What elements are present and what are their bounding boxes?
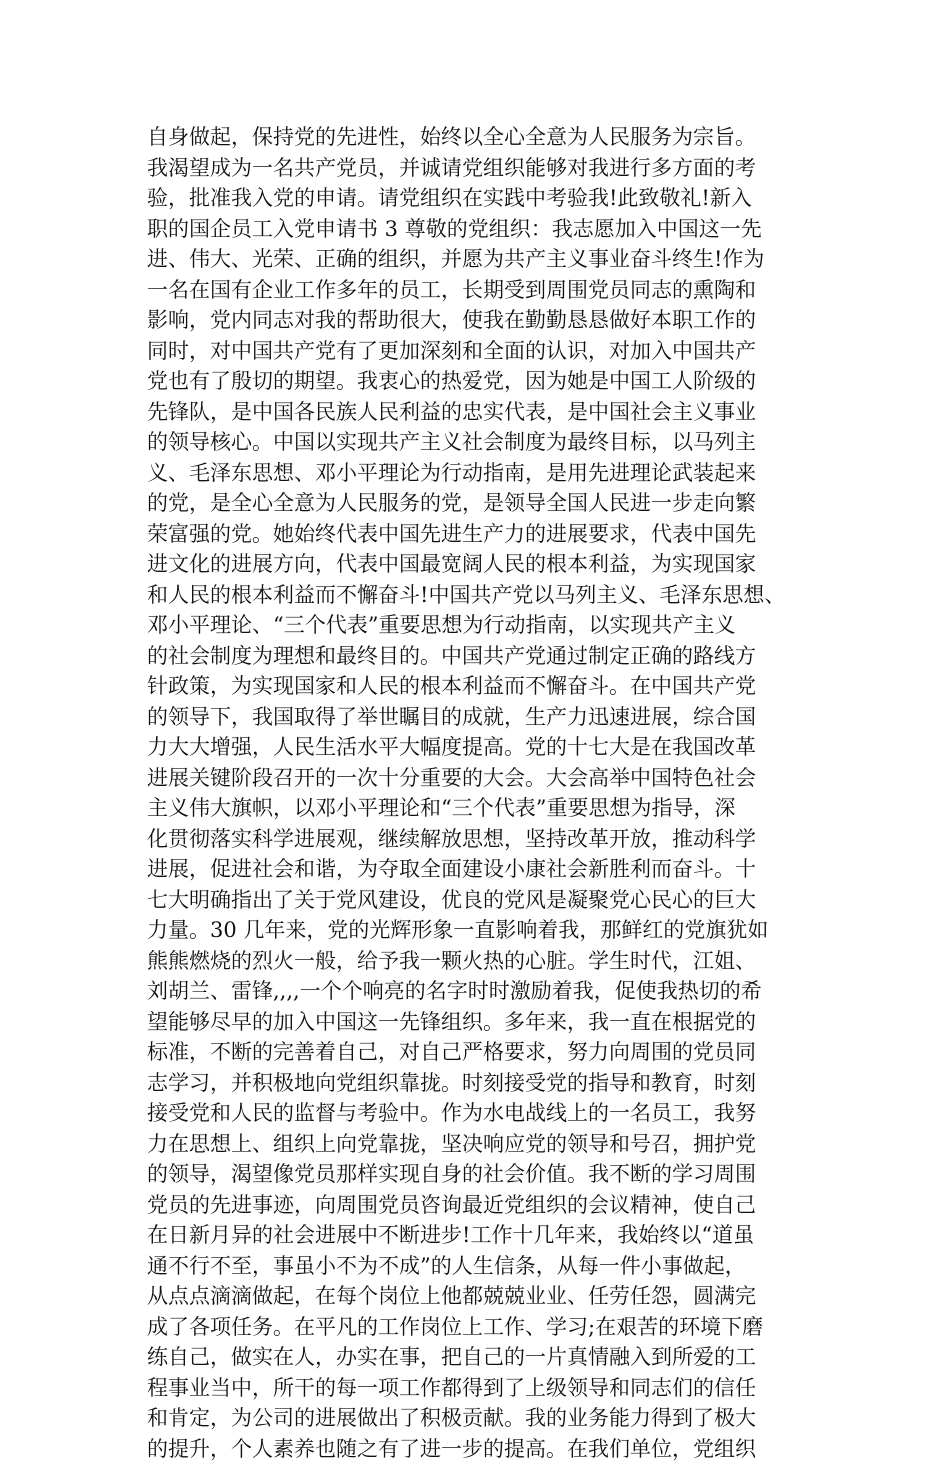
text-line: 职的国企员工入党申请书 3 尊敬的党组织：我志愿加入中国这一先 (147, 214, 827, 245)
text-line: 同时，对中国共产党有了更加深刻和全面的认识，对加入中国共产 (147, 336, 827, 367)
text-line: 进展关键阶段召开的一次十分重要的大会。大会高举中国特色社会 (147, 763, 827, 794)
text-line: 主义伟大旗帜，以邓小平理论和“三个代表”重要思想为指导，深 (147, 793, 827, 824)
text-line: 荣富强的党。她始终代表中国先进生产力的进展要求，代表中国先 (147, 519, 827, 550)
text-line: 从点点滴滴做起，在每个岗位上他都兢兢业业、任劳任怨，圆满完 (147, 1281, 827, 1312)
text-line: 一名在国有企业工作多年的员工，长期受到周围党员同志的熏陶和 (147, 275, 827, 306)
text-line: 程事业当中，所干的每一项工作都得到了上级领导和同志们的信任 (147, 1373, 827, 1404)
text-line: 进、伟大、光荣、正确的组织，并愿为共产主义事业奋斗终生!作为 (147, 244, 827, 275)
text-line: 和肯定，为公司的进展做出了积极贡献。我的业务能力得到了极大 (147, 1403, 827, 1434)
text-line: 自身做起，保持党的先进性，始终以全心全意为人民服务为宗旨。 (147, 122, 827, 153)
body-text (147, 122, 827, 1464)
text-line: 针政策，为实现国家和人民的根本利益而不懈奋斗。在中国共产党 (147, 671, 827, 702)
text-line: 成了各项任务。在平凡的工作岗位上工作、学习;在艰苦的环境下磨 (147, 1312, 827, 1343)
text-line: 力大大增强，人民生活水平大幅度提高。党的十七大是在我国改革 (147, 732, 827, 763)
text-line: 义、毛泽东思想、邓小平理论为行动指南，是用先进理论武装起来 (147, 458, 827, 489)
text-line: 和人民的根本利益而不懈奋斗!中国共产党以马列主义、毛泽东思想、 (147, 580, 827, 611)
text-line: 的提升，个人素养也随之有了进一步的提高。在我们单位，党组织 (147, 1434, 827, 1464)
text-line: 七大明确指出了关于党风建设，优良的党风是凝聚党心民心的巨大 (147, 885, 827, 916)
text-line: 志学习，并积极地向党组织靠拢。时刻接受党的指导和教育，时刻 (147, 1068, 827, 1099)
text-line: 标准，不断的完善着自己，对自己严格要求，努力向周围的党员同 (147, 1037, 827, 1068)
text-line: 望能够尽早的加入中国这一先锋组织。多年来，我一直在根据党的 (147, 1007, 827, 1038)
text-line: 邓小平理论、“三个代表”重要思想为行动指南，以实现共产主义 (147, 610, 827, 641)
text-line: 力在思想上、组织上向党靠拢，坚决响应党的领导和号召，拥护党 (147, 1129, 827, 1160)
text-line: 接受党和人民的监督与考验中。作为水电战线上的一名员工，我努 (147, 1098, 827, 1129)
text-line: 验，批准我入党的申请。请党组织在实践中考验我!此致敬礼!新入 (147, 183, 827, 214)
text-line: 党员的先进事迹，向周围党员咨询最近党组织的会议精神，使自己 (147, 1190, 827, 1221)
text-line: 先锋队，是中国各民族人民利益的忠实代表，是中国社会主义事业 (147, 397, 827, 428)
text-line: 的领导核心。中国以实现共产主义社会制度为最终目标，以马列主 (147, 427, 827, 458)
text-line: 通不行不至，事虽小不为不成”的人生信条，从每一件小事做起， (147, 1251, 827, 1282)
text-line: 化贯彻落实科学进展观，继续解放思想，坚持改革开放，推动科学 (147, 824, 827, 855)
text-line: 我渴望成为一名共产党员，并诚请党组织能够对我进行多方面的考 (147, 153, 827, 184)
text-line: 的领导下，我国取得了举世瞩目的成就，生产力迅速进展，综合国 (147, 702, 827, 733)
text-line: 影响，党内同志对我的帮助很大，使我在勤勤恳恳做好本职工作的 (147, 305, 827, 336)
text-line: 练自己，做实在人，办实在事，把自己的一片真情融入到所爱的工 (147, 1342, 827, 1373)
text-line: 的社会制度为理想和最终目的。中国共产党通过制定正确的路线方 (147, 641, 827, 672)
text-line: 熊熊燃烧的烈火一般，给予我一颗火热的心脏。学生时代，江姐、 (147, 946, 827, 977)
text-line: 力量。30 几年来，党的光辉形象一直影响着我，那鲜红的党旗犹如 (147, 915, 827, 946)
text-line: 进展，促进社会和谐，为夺取全面建设小康社会新胜利而奋斗。十 (147, 854, 827, 885)
text-line: 刘胡兰、雷锋,,,,一个个响亮的名字时时激励着我，促使我热切的希 (147, 976, 827, 1007)
text-line: 党也有了殷切的期望。我衷心的热爱党，因为她是中国工人阶级的 (147, 366, 827, 397)
text-line: 的党，是全心全意为人民服务的党，是领导全国人民进一步走向繁 (147, 488, 827, 519)
text-line: 进文化的进展方向，代表中国最宽阔人民的根本利益，为实现国家 (147, 549, 827, 580)
text-line: 在日新月异的社会进展中不断进步!工作十几年来，我始终以“道虽 (147, 1220, 827, 1251)
text-line: 的领导，渴望像党员那样实现自身的社会价值。我不断的学习周围 (147, 1159, 827, 1190)
